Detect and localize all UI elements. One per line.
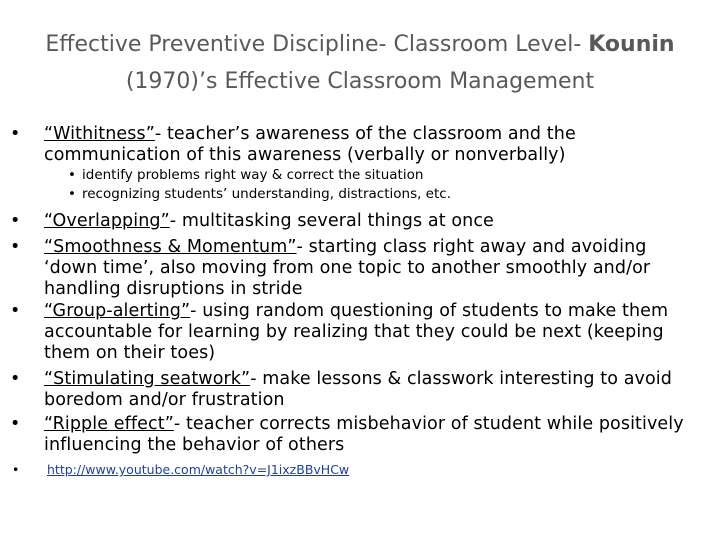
subbullet-dot: • [68,186,76,202]
bullet-overlapping [10,211,684,232]
bullet-term: “Smoothness & Momentum” [44,237,297,257]
bullet-term: “Stimulating seatwork” [44,369,251,389]
bullet-text: - teacher corrects misbehavior of student while positively influencing the behavior of others [44,414,684,455]
title-part1: Effective Preventive Discipline- Classroom Level- [45,32,589,57]
bullet-dot: • [10,369,21,389]
bullet-term: “Overlapping” [44,211,170,231]
subbullet-dot: • [68,167,76,183]
bullet-dot: • [10,237,21,257]
bullet-group-alerting [10,301,684,364]
bullet-ripple-effect [10,414,684,456]
title-author: Kounin [588,32,675,57]
bullet-text: - make lessons & classwork interesting to avoid boredom and/or frustration [44,369,672,410]
bullet-dot: • [10,301,21,321]
youtube-link[interactable]: http://www.youtube.com/watch?v=J1ixzBBvHCw [47,462,350,477]
subbullet-identify [68,166,682,185]
bullet-withitness [10,124,684,166]
bullet-term: “Ripple effect” [44,414,174,434]
title-part2: (1970)’s Effective Classroom Management [125,69,595,94]
subbullet-text: recognizing students’ understanding, distractions, etc. [82,186,451,202]
bullet-dot: • [10,124,21,144]
bullet-text: - using random questioning of students to make them accountable for learning by realizing that they could be next (keeping them on their toes) [44,301,669,363]
bullet-dot: • [10,414,21,434]
bullet-text: - starting class right away and avoiding ‘down time’, also moving from one topic to another smoothly and/or handling disruptions in stride [44,237,651,299]
link-bullet-dot: • [12,462,20,477]
bullet-smoothness [10,237,684,300]
bullet-stimulating-seatwork [10,369,684,411]
bullet-text: - multitasking several things at once [169,211,494,231]
bullet-dot: • [10,211,21,231]
subbullet-recognizing [68,185,682,204]
bullet-term: “Withitness” [44,124,155,144]
bullet-text: - teacher’s awareness of the classroom and the communication of this awareness (verbally or nonverbally) [44,124,576,165]
subbullet-text: identify problems right way & correct the situation [82,167,424,183]
bullet-term: “Group-alerting” [44,301,191,321]
